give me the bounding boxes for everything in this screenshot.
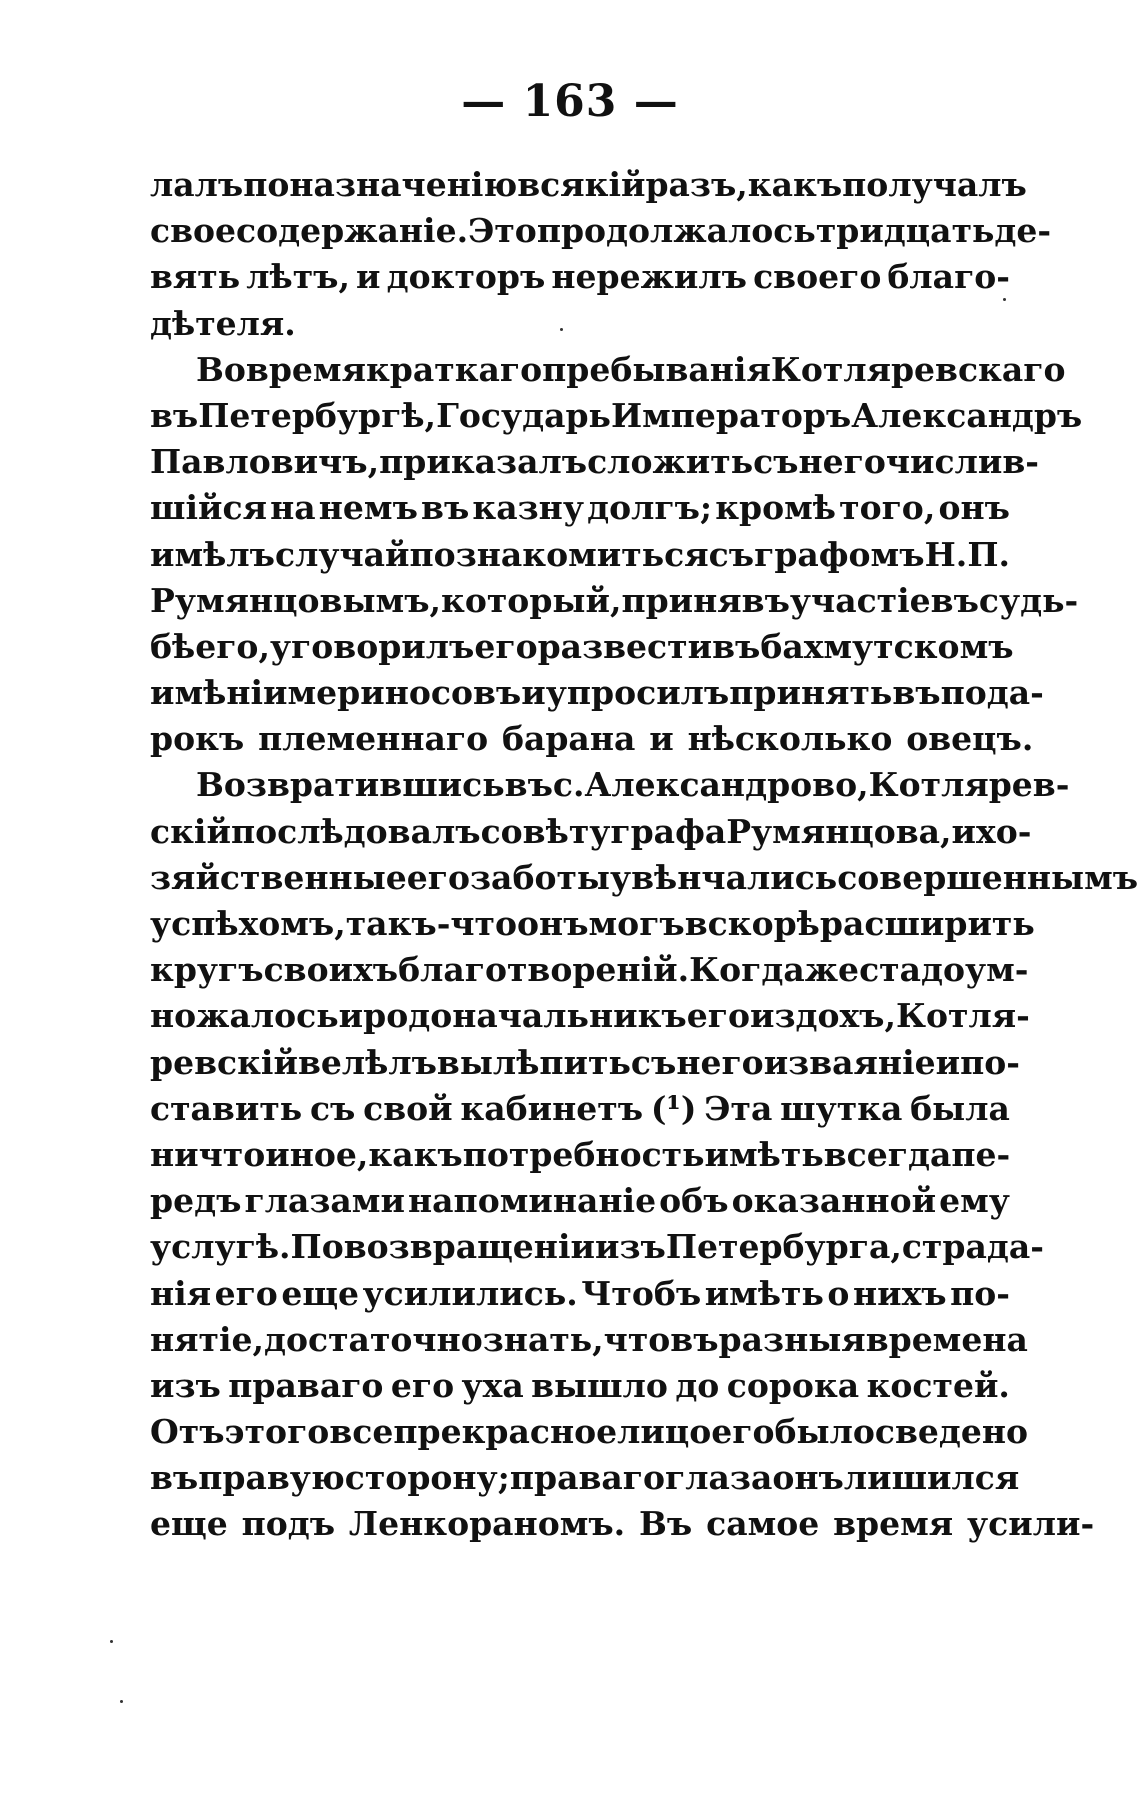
text-line: лалъ по назначенію всякій разъ, какъ получалъ bbox=[150, 165, 1027, 204]
text-line: Во время краткаго пребыванія Котляревскаго bbox=[196, 349, 1066, 389]
text-line: бѣ его, уговорилъ его развести въ бахмутскомъ bbox=[150, 626, 1014, 666]
text-line: въ правую сторону; праваго глаза онъ лишился bbox=[150, 1458, 1020, 1498]
text-line: въ Петербургѣ, Государь Императоръ Александръ bbox=[150, 395, 1083, 435]
paragraph bbox=[150, 762, 1139, 1547]
text-line: Отъ этого все прекрасное лицо его было сведено bbox=[150, 1412, 1029, 1452]
text-line: рокъ племеннаго барана и нѣсколько овецъ. bbox=[150, 719, 1034, 759]
print-speck bbox=[110, 1640, 113, 1643]
text-line: еще подъ Ленкораномъ. Въ самое время усили- bbox=[150, 1504, 1095, 1544]
text-line: имѣлъ случай познакомиться съ графомъ Н. П. bbox=[150, 534, 1010, 574]
text-line: услугѣ. По возвращеніи изъ Петербурга, страда- bbox=[150, 1227, 1044, 1267]
text-line: Павловичъ, приказалъ сложить съ него числив- bbox=[150, 442, 1039, 482]
text-line: шійся на немъ въ казну долгъ; кромѣ того, онъ bbox=[150, 488, 1010, 528]
text-line: ножалось и родоначальникъ его издохъ, Котля- bbox=[150, 996, 1030, 1036]
text-line: редъ глазами напоминаніе объ оказанной ему bbox=[150, 1181, 1010, 1221]
text-line: скій послѣдовалъ совѣту графа Румянцова, и хо- bbox=[150, 811, 1032, 851]
text-line: ничто иное, какъ потребность имѣть всегда пе- bbox=[150, 1134, 1011, 1174]
text-line: вять лѣтъ, и докторъ нережилъ своего благо- bbox=[150, 257, 1010, 297]
text-line: кругъ своихъ благотвореній. Когда же стадо ум- bbox=[150, 950, 1029, 990]
text-line: свое содержаніе. Это продолжалось тридцать де- bbox=[150, 211, 1052, 251]
print-speck bbox=[120, 1700, 123, 1703]
text-line: Румянцовымъ, который, принявъ участіе въ судь- bbox=[150, 580, 1079, 620]
body-text bbox=[150, 162, 1139, 1548]
text-line: дѣтеля. bbox=[150, 303, 296, 343]
page-number: — 163 — bbox=[461, 76, 679, 127]
text-line: нія его еще усилились. Чтобъ имѣть о нихъ по- bbox=[150, 1273, 1010, 1313]
text-line: имѣніи мериносовъ и упросилъ принять въ пода- bbox=[150, 673, 1044, 713]
print-speck bbox=[560, 328, 563, 331]
text-line: зяйственные его заботы увѣнчались совершеннымъ bbox=[150, 857, 1139, 897]
text-line: изъ праваго его уха вышло до сорока костей. bbox=[150, 1365, 1010, 1405]
text-line: ставить съ свой кабинетъ (¹) Эта шутка была bbox=[150, 1088, 1010, 1128]
print-speck bbox=[1003, 298, 1006, 301]
text-line: успѣхомъ, такъ-что онъ могъ вскорѣ расширить bbox=[150, 904, 1035, 943]
paragraph bbox=[150, 162, 1052, 347]
paragraph bbox=[150, 347, 1083, 763]
text-line: Возвратившись въ с. Александрово, Котлярев- bbox=[196, 765, 1070, 805]
text-line: нятіе, достаточно знать, что въ разныя времена bbox=[150, 1319, 1028, 1359]
text-line: ревскій велѣлъ вылѣпить съ него изваяніе и по- bbox=[150, 1042, 1020, 1082]
